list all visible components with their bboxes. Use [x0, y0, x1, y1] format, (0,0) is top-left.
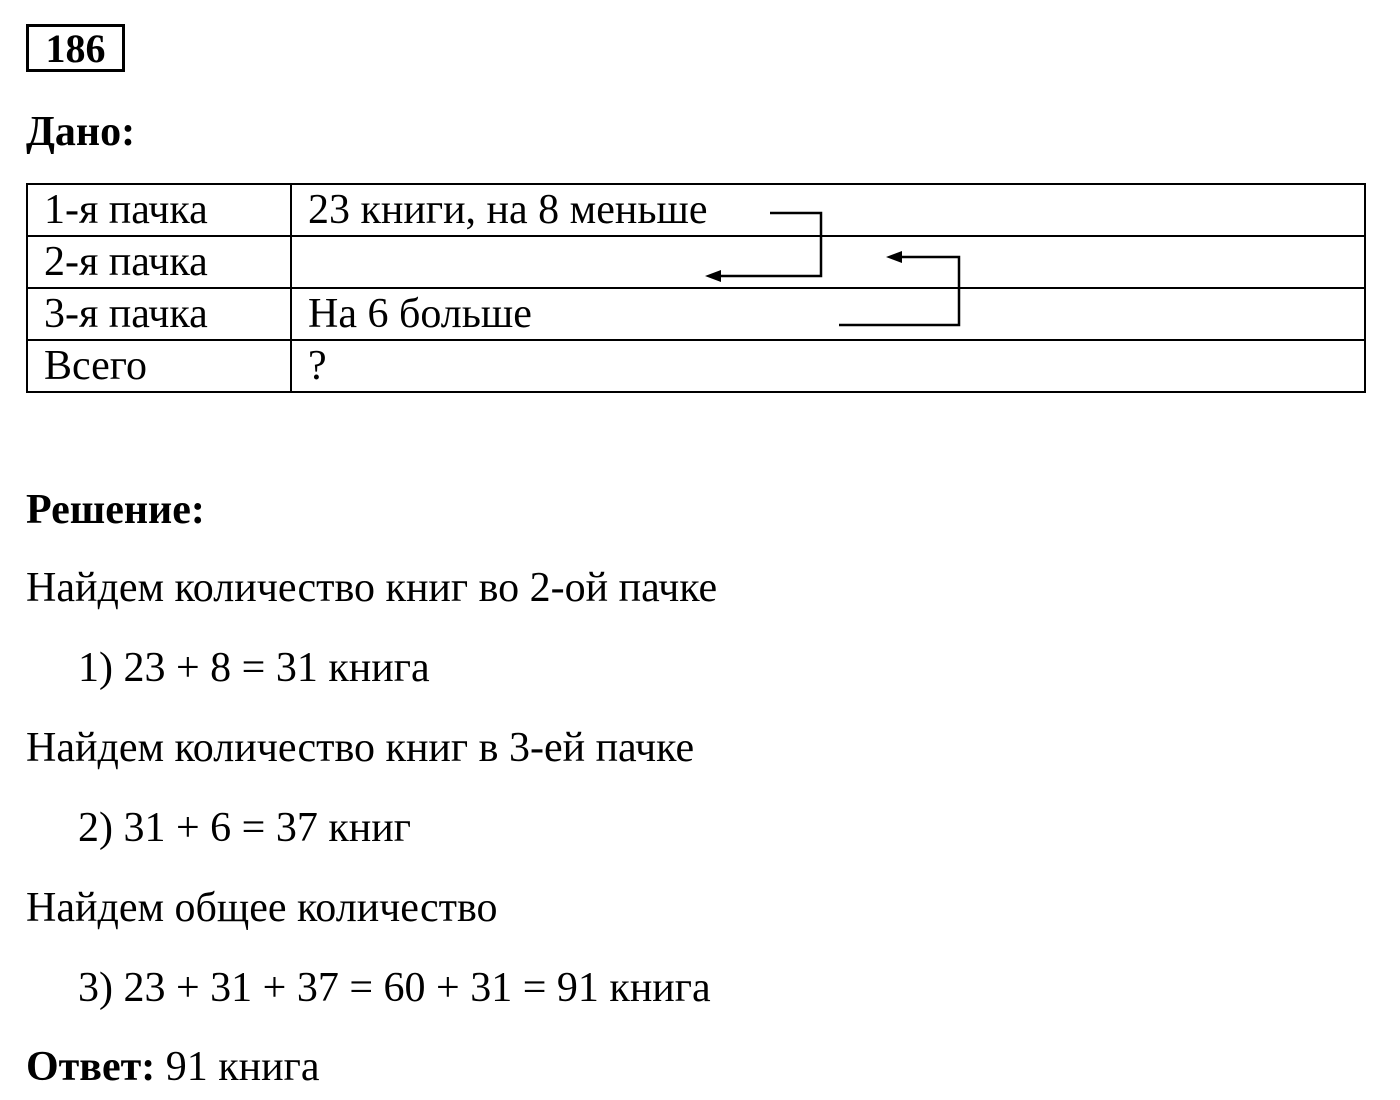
step-1-calculation: 1) 23 + 8 = 31 книга	[78, 645, 430, 691]
row-value: 23 книги, на 8 меньше	[291, 184, 1365, 236]
solution-heading: Решение:	[26, 487, 205, 533]
step-2-calculation: 2) 31 + 6 = 37 книг	[78, 805, 411, 851]
step-3-text: Найдем общее количество	[26, 885, 498, 931]
row-label: Всего	[27, 340, 291, 392]
given-heading: Дано:	[26, 109, 136, 155]
table-row-total	[27, 340, 1365, 392]
step-3-calculation: 3) 23 + 31 + 37 = 60 + 31 = 91 книга	[78, 965, 711, 1011]
row-label: 3-я пачка	[27, 288, 291, 340]
answer-value: 91 книга	[165, 1044, 320, 1090]
answer-label: Ответ:	[26, 1044, 156, 1090]
table-row-pack-3	[27, 288, 1365, 340]
row-label: 2-я пачка	[27, 236, 291, 288]
row-value: На 6 больше	[291, 288, 1365, 340]
answer-line	[26, 1043, 319, 1091]
row-value	[291, 236, 1365, 288]
row-label: 1-я пачка	[27, 184, 291, 236]
table-row-pack-2	[27, 236, 1365, 288]
problem-number: 186	[26, 24, 125, 72]
step-1-text: Найдем количество книг во 2-ой пачке	[26, 565, 718, 611]
table-row-pack-1	[27, 184, 1365, 236]
given-table	[26, 183, 1366, 393]
step-2-text: Найдем количество книг в 3-ей пачке	[26, 725, 695, 771]
row-value: ?	[291, 340, 1365, 392]
